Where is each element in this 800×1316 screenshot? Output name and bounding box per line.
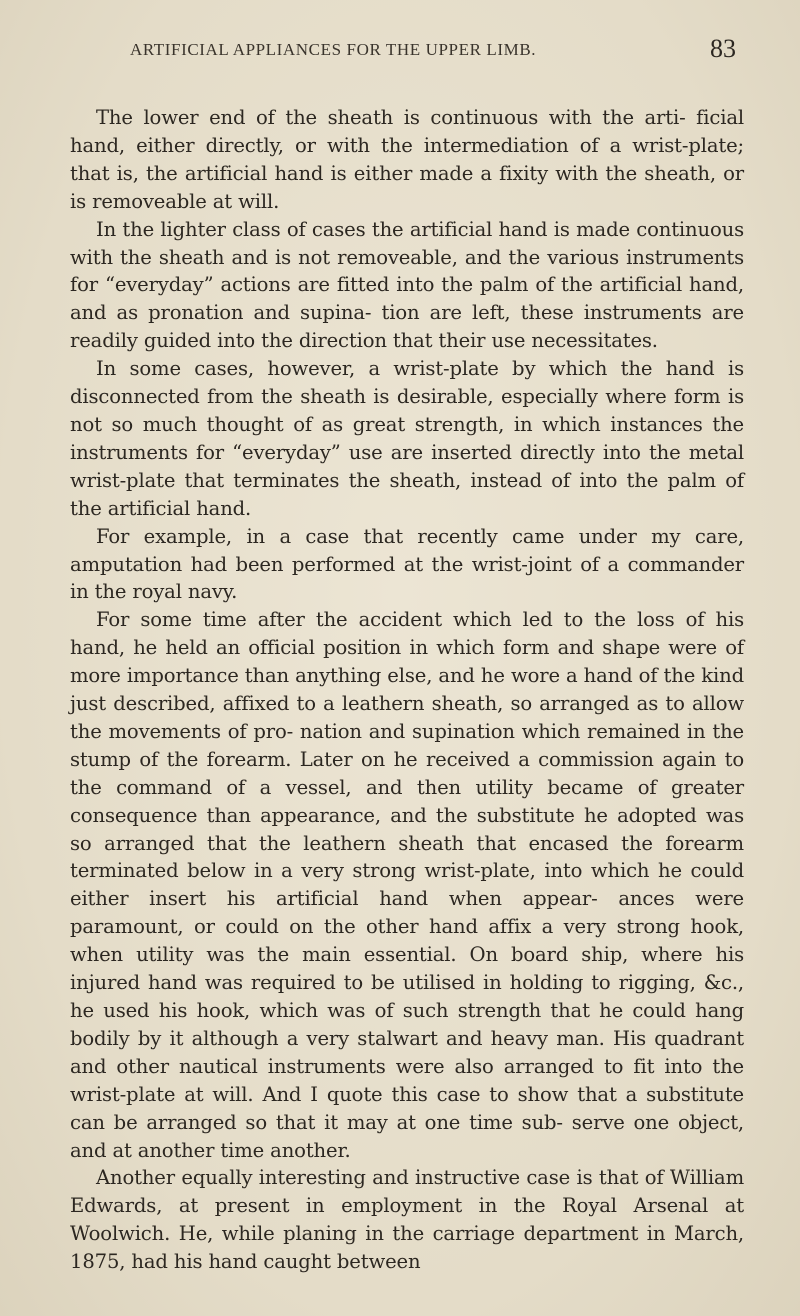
paragraph-lighter-cases: In the lighter class of cases the artificial hand is made continuous with the sheath and is not removeable, and the various instruments for “everyday” actions are fitted into the palm of the artificial hand, and as pronation and supina- tion are left, these instruments are readily guided into the direction that their use necessitates. [70, 217, 744, 353]
running-title: ARTIFICIAL APPLIANCES FOR THE UPPER LIMB. [130, 40, 537, 59]
paragraph-wrist-plate: In some cases, however, a wrist-plate by which the hand is disconnected from the sheath is desirable, especially where form is not so much thought of as great strength, in which instances the instruments for “everyday” use are inserted directly into the metal wrist-plate that terminates the sheath, instead of into the palm of the artificial hand. [70, 357, 744, 520]
paragraph-official-position: For some time after the accident which led to the loss of his hand, he held an official position in which form and shape were of more importance than anything else, and he wore a hand of the kind just described, affixed to a leathern sheath, so arranged as to allow the movements of pro- nation and supination which remained in the stump of the forearm. Later on he received a commission again to the command of a vessel, and then utility became of greater consequence than appearance, and the substitute he adopted was so arranged that the leathern sheath that encased the forearm terminated below in a very strong wrist-plate, into which he could either insert his artificial hand when appear- ances were paramount, or could on the other hand affix a very strong hook, when utility was the main essential. On board ship, where his injured hand was required to be utilised in holding to rigging, &c., he used his hook, which was of such strength that he could hang bodily by it although a very stalwart and heavy man. His quadrant and other nautical instruments were also arranged to fit into the wrist-plate at will. And I quote this case to show that a substitute can be arranged so that it may at one time sub- serve one object, and at another time another. [70, 608, 744, 1162]
running-head [70, 34, 744, 74]
body-text [70, 104, 744, 1276]
page-number: 83 [710, 34, 736, 63]
paragraph-william-edwards: Another equally interesting and instructive case is that of William Edwards, at present in employment in the Royal Arsenal at Woolwich. He, while planing in the carriage department in March, 1875, had his hand caught between [70, 1166, 744, 1274]
paragraph-example-commander: For example, in a case that recently came under my care, amputation had been performed at the wrist-joint of a commander in the royal navy. [70, 524, 744, 604]
paragraph-sheath-continuity: The lower end of the sheath is continuous with the arti- ficial hand, either directly, or with the intermediation of a wrist-plate; that is, the artificial hand is either made a fixity with the sheath, or is removeable at will. [70, 106, 744, 213]
